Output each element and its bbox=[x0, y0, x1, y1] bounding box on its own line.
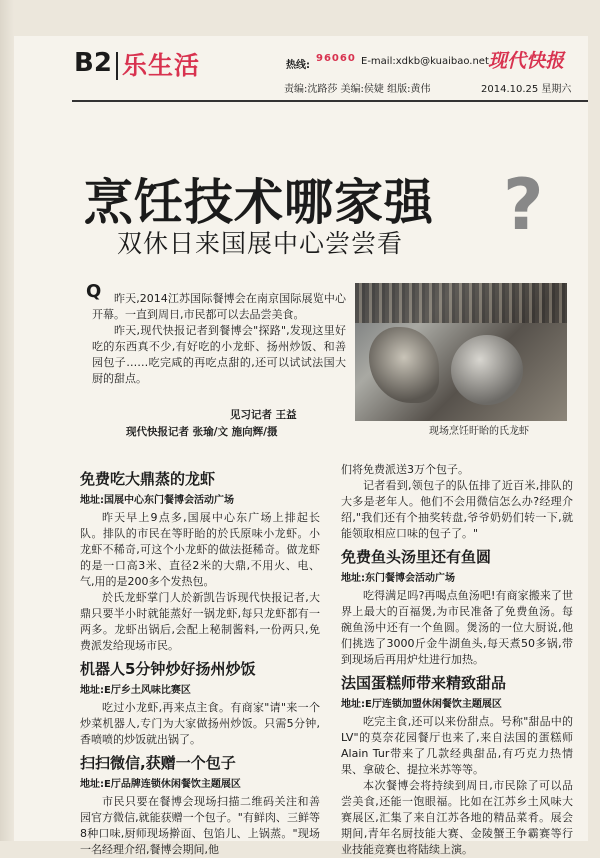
giant-pot-image bbox=[451, 335, 523, 405]
article-column-right bbox=[341, 462, 573, 858]
crowd-image-area bbox=[355, 283, 567, 323]
article-paragraph: 们将免费派送3万个包子。 bbox=[341, 463, 469, 476]
section-name: 乐生活 bbox=[122, 51, 201, 80]
article-paragraph: 於氏龙虾掌门人於新凯告诉现代快报记者,大鼎只要半小时就能蒸好一锅龙虾,每只龙虾都有一两多。龙虾出锅后,会配上秘制酱料,一份两只,免费派发给现场市民。 bbox=[80, 591, 320, 652]
article-address: 地址:E厅品牌连锁休闲餐饮主题展区 bbox=[80, 779, 241, 790]
article-title: 免费吃大鼎蒸的龙虾 bbox=[80, 470, 216, 488]
quote-mark-icon: Q bbox=[86, 281, 102, 302]
article-title: 机器人5分钟炒好扬州炒饭 bbox=[80, 660, 256, 678]
reporter-credit: 见习记者 王益 bbox=[230, 409, 297, 421]
email-address: E-mail:xdkb@kuaibao.net bbox=[361, 56, 489, 67]
page-fold-shadow bbox=[0, 0, 14, 841]
event-photo bbox=[355, 283, 567, 421]
issue-date: 2014.10.25 星期六 bbox=[481, 84, 572, 95]
section-code: B2 bbox=[74, 48, 112, 78]
article-column-left bbox=[80, 468, 320, 858]
article-paragraph: 昨天早上9点多,国展中心东广场上排起长队。排队的市民在等盱眙的於氏原味小龙虾。小龙虾不稀奇,可这个小龙虾的做法挺稀奇。做龙虾的是一口高3米、直径2米的大鼎,不用火、电、气,用的是200多个发热包。 bbox=[80, 511, 320, 588]
article-title: 法国蛋糕师带来精致甜品 bbox=[341, 674, 507, 692]
byline: 现代快报记者 张瑜/文 施向辉/摄 bbox=[126, 426, 278, 438]
article-title: 免费鱼头汤里还有鱼圆 bbox=[341, 548, 492, 566]
intro-paragraph: 昨天,2014江苏国际餐博会在南京国际展览中心开幕。一直到周日,市民都可以去品尝美食。 bbox=[92, 292, 346, 321]
masthead-rule bbox=[72, 100, 588, 102]
article-address: 地址:E厅乡土风味比赛区 bbox=[80, 685, 191, 696]
question-mark-icon: ? bbox=[503, 164, 544, 246]
hotline-label: 热线: bbox=[286, 60, 310, 71]
editor-credits: 责编:沈路莎 美编:侯婕 组版:黄伟 bbox=[284, 84, 431, 95]
article-paragraph: 记者看到,领包子的队伍排了近百米,排队的大多是老年人。他们不会用微信怎么办?经理介绍,"我们还有个抽奖转盘,爷爷奶奶们转一下,就能领取相应口味的包子了。" bbox=[341, 479, 573, 540]
section-divider bbox=[116, 52, 118, 80]
dragon-sculpture-image bbox=[369, 327, 439, 403]
article-address: 地址:E厅连锁加盟休闲餐饮主题展区 bbox=[341, 699, 502, 710]
article-paragraph: 吃得满足吗?再喝点鱼汤吧!有商家搬来了世界上最大的百福煲,为市民准备了免费鱼汤。每碗鱼汤中还有一个鱼圆。煲汤的一位大厨说,他们挑选了3000斤金牛湖鱼头,每天煮50多锅,带到现场后再用炉灶进行加热。 bbox=[341, 589, 573, 666]
hotline-number: 96060 bbox=[316, 53, 356, 64]
article-paragraph: 吃完主食,还可以来份甜点。号称"甜品中的LV"的莫奈花园餐厅也来了,来自法国的蛋糕师Alain Tur带来了几款经典甜品,有巧克力热情果、拿破仑、提拉米苏等等。 bbox=[341, 715, 573, 776]
headline: 烹饪技术哪家强 bbox=[84, 174, 435, 231]
article-address: 地址:东门餐博会活动广场 bbox=[341, 573, 455, 584]
photo-caption: 现场烹饪盱眙的氏龙虾 bbox=[429, 426, 529, 437]
article-paragraph: 本次餐博会将持续到周日,市民除了可以品尝美食,还能一饱眼福。比如在江苏乡土风味大赛展区,汇集了来自江苏各地的精品菜肴。展会期间,青年名厨技能大赛、金陵蟹王争霸赛等行业技能竞赛也将陆续上演。 bbox=[341, 779, 573, 856]
subheadline: 双休日来国展中心尝尝看 bbox=[117, 229, 404, 258]
article-title: 扫扫微信,获赠一个包子 bbox=[80, 754, 236, 772]
newspaper-logo: 现代快报 bbox=[488, 50, 565, 72]
intro-text bbox=[92, 291, 346, 387]
intro-paragraph: 昨天,现代快报记者到餐博会"探路",发现这里好吃的东西真不少,有好吃的小龙虾、扬州炒饭、和善园包子……吃完咸的再吃点甜的,还可以试试法国大厨的甜点。 bbox=[92, 324, 346, 385]
article-paragraph: 市民只要在餐博会现场扫描二维码关注和善园官方微信,就能获赠一个包子。"有鲜肉、三鲜等8种口味,厨师现场擀面、包馅儿、上锅蒸。"现场一名经理介绍,餐博会期间,他 bbox=[80, 795, 320, 856]
article-paragraph: 吃过小龙虾,再来点主食。有商家"请"来一个炒菜机器人,专门为大家做扬州炒饭。只需5分钟,香喷喷的炒饭就出锅了。 bbox=[80, 701, 320, 746]
article-address: 地址:国展中心东门餐博会活动广场 bbox=[80, 495, 234, 506]
